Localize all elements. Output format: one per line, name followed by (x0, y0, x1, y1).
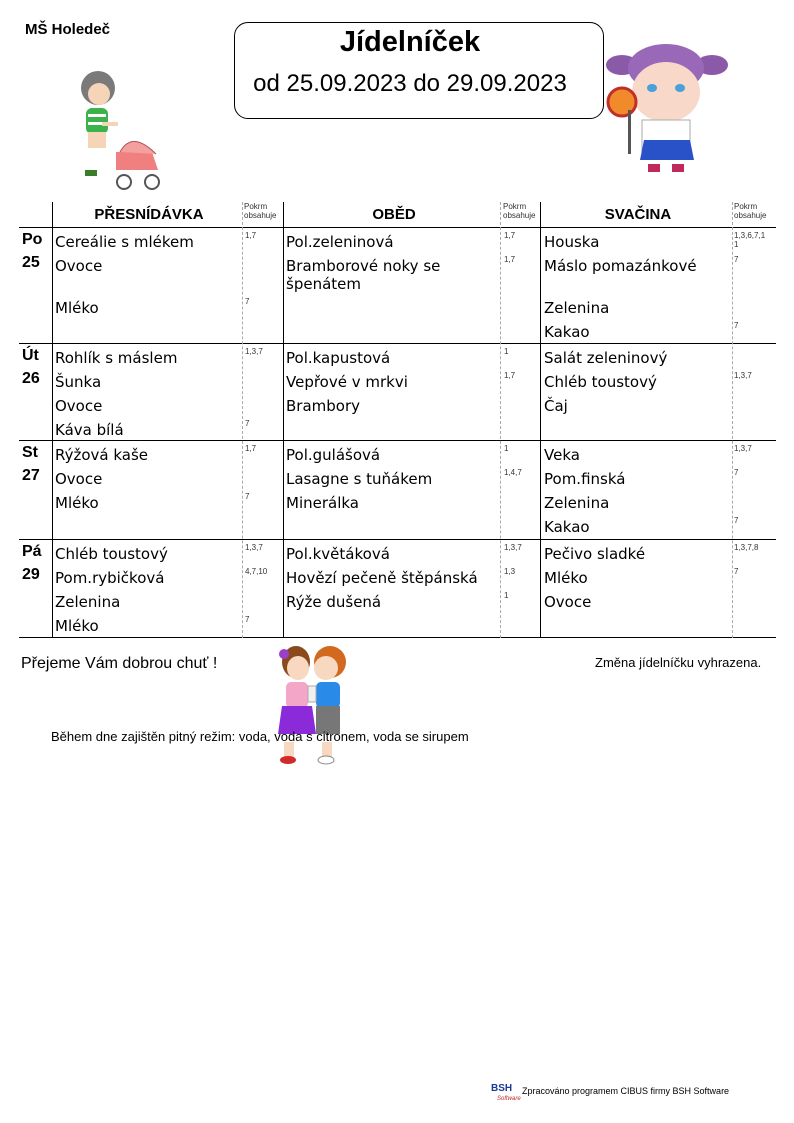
lunch-item: Pol.gulášová (286, 446, 381, 464)
lunch-item: Brambory (286, 397, 361, 415)
day-abbr: Po (22, 231, 43, 248)
afternoon-item: Zelenina (544, 494, 610, 512)
day-abbr: Pá (22, 543, 42, 560)
lunch-item: Pol.květáková (286, 545, 390, 563)
allergen-code: 1,3,7 (734, 371, 752, 380)
page-title: Jídelníček (339, 26, 481, 58)
allergen-code: 7 (734, 567, 739, 576)
snack-item: Cereálie s mlékem (55, 233, 194, 251)
column-header-lunch: OBĚD (372, 206, 416, 223)
allergen-code: 7 (734, 255, 739, 264)
afternoon-item: Čaj (544, 397, 568, 415)
day-date: 25 (22, 254, 40, 271)
school-name: MŠ Holedeč (25, 21, 111, 38)
allergen-header: Pokrm obsahuje (503, 202, 536, 220)
bsh-logo-text: BSH (491, 1083, 513, 1094)
allergen-code: 1,3 (504, 567, 516, 576)
column-divider (540, 202, 541, 638)
allergen-code: 1 (504, 347, 509, 356)
snack-item: Zelenina (55, 593, 121, 611)
row-divider (19, 343, 776, 344)
allergen-code: 1,7 (504, 255, 516, 264)
row-divider (19, 539, 776, 540)
allergen-divider (242, 202, 243, 638)
lunch-item: Lasagne s tuňákem (286, 470, 433, 488)
snack-item: Mléko (55, 494, 99, 512)
lunch-item: Vepřové v mrkvi (286, 373, 408, 391)
software-credit: Zpracováno programem CIBUS firmy BSH Software (522, 1086, 730, 1096)
day-date: 29 (22, 566, 40, 583)
snack-item: Mléko (55, 617, 99, 635)
lunch-item: Rýže dušená (286, 593, 382, 611)
snack-item: Ovoce (55, 397, 103, 415)
bsh-logo (489, 1080, 521, 1104)
snack-item: Rýžová kaše (55, 446, 149, 464)
greeting-text: Přejeme Vám dobrou chuť ! (21, 655, 218, 672)
snack-item: Káva bílá (55, 421, 124, 439)
afternoon-item: Houska (544, 233, 600, 251)
day-date: 27 (22, 467, 40, 484)
snack-item: Ovoce (55, 470, 103, 488)
day-date: 26 (22, 370, 40, 387)
column-divider (283, 202, 284, 638)
allergen-code: 7 (734, 516, 739, 525)
menu-change-note: Změna jídelníčku vyhrazena. (595, 655, 762, 670)
afternoon-item: Chléb toustový (544, 373, 657, 391)
allergen-code: 7 (734, 468, 739, 477)
kids-sharing-drink-image (272, 642, 354, 766)
afternoon-item: Zelenina (544, 299, 610, 317)
snack-item: Rohlík s máslem (55, 349, 178, 367)
lunch-item: Pol.zeleninová (286, 233, 394, 251)
allergen-code: 7 (245, 615, 250, 624)
allergen-code: 1,7 (245, 231, 257, 240)
afternoon-item: Pečivo sladké (544, 545, 646, 563)
lunch-item: Minerálka (286, 494, 359, 512)
afternoon-item: Salát zeleninový (544, 349, 668, 367)
day-abbr: St (22, 444, 38, 461)
lunch-item: Pol.kapustová (286, 349, 391, 367)
afternoon-item: Ovoce (544, 593, 592, 611)
allergen-code: 1,3,7,8 (734, 543, 759, 552)
allergen-code: 1,3,7 (245, 543, 263, 552)
bsh-logo-subtext: Software (497, 1096, 521, 1102)
allergen-code: 1 (504, 444, 509, 453)
snack-item: Ovoce (55, 257, 103, 275)
allergen-header: Pokrm obsahuje (734, 202, 767, 220)
allergen-divider (732, 202, 733, 638)
afternoon-item: Kakao (544, 518, 590, 536)
allergen-code: 7 (245, 419, 250, 428)
column-divider (52, 202, 53, 638)
allergen-code: 7 (245, 492, 250, 501)
menu-period: od 25.09.2023 do 29.09.2023 (253, 70, 567, 97)
snack-item: Mléko (55, 299, 99, 317)
afternoon-item: Kakao (544, 323, 590, 341)
girl-with-stroller-image (72, 70, 164, 192)
allergen-header: Pokrm obsahuje (244, 202, 277, 220)
allergen-code: 1,7 (504, 371, 516, 380)
allergen-code: 1,3,7 (734, 444, 752, 453)
snack-item: Pom.rybičková (55, 569, 165, 587)
snack-item: Chléb toustový (55, 545, 168, 563)
day-abbr: Út (22, 347, 39, 364)
afternoon-item: Máslo pomazánkové (544, 257, 697, 275)
allergen-code: 1,7 (504, 231, 516, 240)
lunch-item: Bramborové noky se špenátem (286, 257, 441, 293)
allergen-code: 1,3,7 (504, 543, 522, 552)
drinking-regime-note: Během dne zajištěn pitný režim: voda, voda s citronem, voda se sirupem (51, 729, 469, 744)
allergen-code: 7 (245, 297, 250, 306)
allergen-code: 1,4,7 (504, 468, 522, 477)
afternoon-item: Pom.finská (544, 470, 626, 488)
column-header-snack: PŘESNÍDÁVKA (94, 206, 204, 223)
allergen-code: 4,7,10 (245, 567, 268, 576)
allergen-code: 1,3,7 (245, 347, 263, 356)
afternoon-item: Veka (544, 446, 580, 464)
allergen-code: 1 (504, 591, 509, 600)
table-bottom-line (19, 637, 776, 638)
girl-with-lollipop-image (600, 40, 734, 175)
allergen-code: 1,3,6,7,1 1 (734, 231, 766, 249)
allergen-code: 1,7 (245, 444, 257, 453)
table-header-line (19, 227, 776, 228)
row-divider (19, 440, 776, 441)
lunch-item: Hovězí pečeně štěpánská (286, 569, 478, 587)
snack-item: Šunka (55, 373, 102, 391)
allergen-divider (500, 202, 501, 638)
allergen-code: 7 (734, 321, 739, 330)
afternoon-item: Mléko (544, 569, 588, 587)
column-header-afternoon-snack: SVAČINA (604, 206, 672, 223)
